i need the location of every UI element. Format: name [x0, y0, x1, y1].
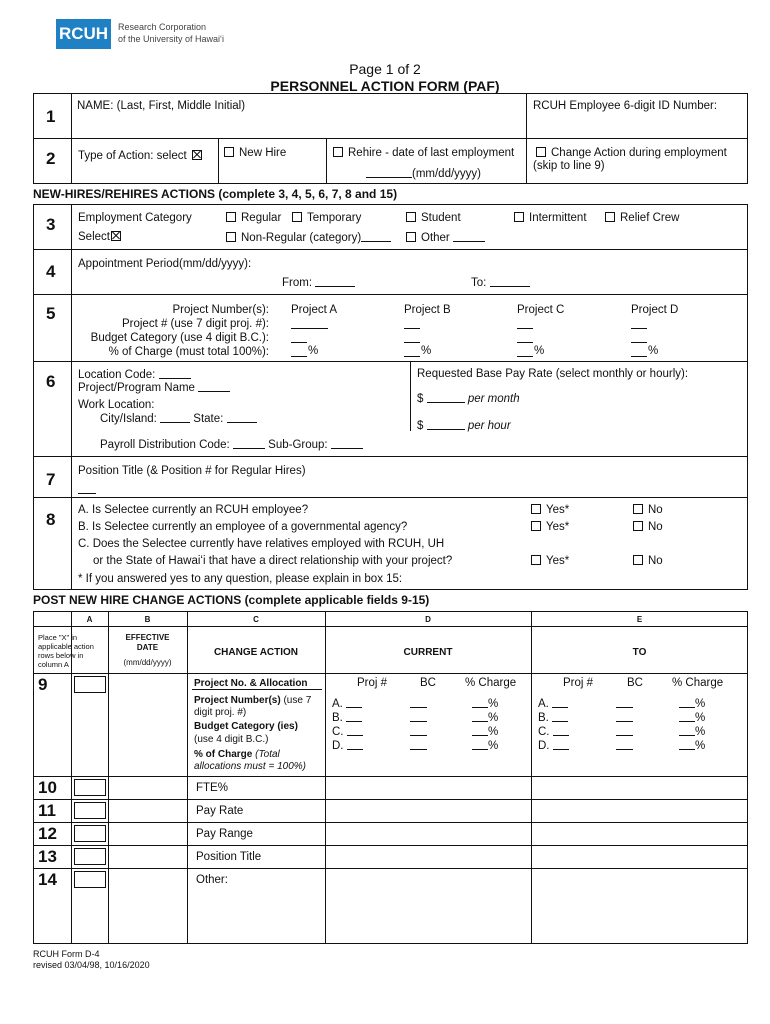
temporary-checkbox[interactable]: Temporary [292, 212, 361, 225]
employment-category-label: Employment Category [78, 212, 192, 224]
position-title-field[interactable] [78, 493, 96, 494]
intermittent-checkbox[interactable]: Intermittent [514, 212, 587, 225]
checkbox-icon [406, 212, 416, 222]
employee-id-field[interactable]: RCUH Employee 6-digit ID Number: [533, 100, 718, 112]
checkbox-icon [333, 147, 343, 157]
project-number-instr: Project Number(s) (use 7 [194, 695, 312, 706]
hourly-rate-field[interactable]: $ per hour [417, 420, 511, 432]
checkbox-icon [514, 212, 524, 222]
current-line-a[interactable]: A. [332, 697, 362, 711]
checked-box-icon [192, 150, 202, 160]
row-4 [33, 249, 748, 295]
location-code-field[interactable]: Location Code: [78, 368, 191, 382]
checkbox-icon [292, 212, 302, 222]
project-a-pct-field[interactable] [291, 356, 307, 357]
checkbox-icon [633, 521, 643, 531]
row-number: 8 [46, 510, 56, 529]
checkbox-icon [226, 212, 236, 222]
row-number: 4 [46, 262, 56, 281]
checkbox-icon [536, 147, 546, 157]
question-a-no[interactable]: No [633, 504, 663, 517]
rcuh-logo: RCUH [56, 19, 111, 49]
row-10-select-box[interactable] [74, 779, 106, 796]
row-number: 2 [46, 149, 56, 168]
checkbox-icon [531, 555, 541, 565]
budget-category-hint: Budget Category (use 4 digit B.C.): [90, 332, 269, 344]
type-of-action-label: Type of Action: select [78, 150, 207, 163]
checkbox-icon [224, 147, 234, 157]
project-numbers-label: Project Number(s): [172, 304, 269, 316]
col-a-letter: A [86, 615, 93, 624]
project-d-pct-field[interactable] [631, 356, 647, 357]
pct-sign: % [648, 345, 659, 357]
to-date-field[interactable]: To: [471, 276, 530, 290]
position-title-row-label: Position Title [196, 851, 262, 863]
current-proj-head: Proj # [357, 677, 388, 689]
pay-rate-label: Requested Base Pay Rate (select monthly or hourly): [417, 368, 689, 380]
rehire-date-field[interactable]: (mm/dd/yyyy) [366, 167, 481, 181]
current-line-b[interactable]: B. [332, 711, 362, 725]
question-c-no[interactable]: No [633, 555, 663, 568]
row-number: 3 [46, 215, 56, 234]
question-a: A. Is Selectee currently an RCUH employee? [78, 504, 309, 516]
org-name-line1: Research Corporation [118, 22, 207, 32]
city-island-field[interactable]: City/Island: State: [100, 412, 257, 426]
section-post-heading: POST NEW HIRE CHANGE ACTIONS (complete applicable fields 9-15) [33, 593, 430, 607]
row-number: 9 [38, 675, 48, 694]
question-b-no[interactable]: No [633, 521, 663, 534]
percent-charge-instr: % of Charge (Total [194, 749, 280, 760]
percent-charge-instr-2: allocations must = 100%) [194, 761, 307, 772]
question-c-yes[interactable]: Yes* [531, 555, 569, 568]
col-c-letter: C [253, 615, 259, 624]
project-d-bc-field[interactable] [631, 342, 647, 343]
pct-sign: % [308, 345, 319, 357]
skip-note: (skip to line 9) [533, 160, 605, 172]
org-name-line2: of the University of Hawaiʻi [118, 34, 225, 44]
row-number: 13 [38, 847, 57, 866]
project-b-number-field[interactable] [404, 328, 420, 329]
new-hire-checkbox[interactable]: New Hire [224, 147, 286, 160]
to-line-a[interactable]: A. [538, 697, 568, 711]
row-number: 14 [38, 870, 57, 889]
work-location-label: Work Location: [78, 399, 155, 411]
current-pct-a[interactable]: % [472, 697, 498, 711]
checkbox-icon [605, 212, 615, 222]
appointment-period-label: Appointment Period(mm/dd/yyyy): [78, 258, 252, 270]
page-number: Page 1 of 2 [349, 61, 421, 77]
to-line-c[interactable]: C. [538, 725, 569, 739]
current-pct-b[interactable]: % [472, 711, 498, 725]
name-field[interactable]: NAME: (Last, First, Middle Initial) [77, 100, 246, 112]
current-head: CURRENT [403, 647, 453, 658]
to-head: TO [632, 647, 647, 658]
checked-box-icon [111, 231, 121, 241]
relief-crew-checkbox[interactable]: Relief Crew [605, 212, 679, 225]
row-9-select-box[interactable] [74, 676, 106, 693]
col-b-letter: B [144, 615, 151, 624]
pay-range-label: Pay Range [196, 828, 253, 840]
to-bc-head: BC [627, 677, 643, 689]
form-number: RCUH Form D-4 [33, 949, 100, 959]
row-number: 7 [46, 470, 56, 489]
project-c-pct-field[interactable] [517, 356, 533, 357]
program-name-field[interactable]: Project/Program Name [78, 381, 230, 395]
checkbox-icon [531, 521, 541, 531]
checkbox-icon [633, 555, 643, 565]
section-newhires-heading: NEW-HIRES/REHIRES ACTIONS (complete 3, 4, 5, 6, 7, 8 and 15) [33, 187, 398, 201]
project-c-header: Project C [517, 304, 565, 316]
other-checkbox[interactable]: Other [406, 231, 485, 245]
to-pct-a[interactable]: % [679, 697, 705, 711]
to-proj-head: Proj # [563, 677, 594, 689]
project-b-pct-field[interactable] [404, 356, 420, 357]
row-11-select-box[interactable] [74, 802, 106, 819]
to-pct-d[interactable]: % [679, 739, 705, 753]
question-c-line2: or the State of Hawaiʻi that have a direct relationship with your project? [93, 555, 453, 567]
effective-date-format: (mm/dd/yyyy) [123, 658, 172, 667]
checkbox-icon [633, 504, 643, 514]
question-c-line1: C. Does the Selectee currently have relatives employed with RCUH, UH [78, 538, 445, 550]
project-number-hint: Project # (use 7 digit proj. #): [121, 318, 269, 330]
current-charge-head: % Charge [465, 677, 517, 689]
question-b: B. Is Selectee currently an employee of a governmental agency? [78, 521, 408, 533]
effective-date-head-1: EFFECTIVE [125, 633, 170, 642]
project-a-bc-field[interactable] [291, 342, 307, 343]
position-title-label: Position Title (& Position # for Regular Hires) [78, 465, 306, 477]
pay-rate-row-label: Pay Rate [196, 805, 244, 817]
regular-checkbox[interactable]: Regular [226, 212, 281, 225]
budget-category-instr: Budget Category (ies) [194, 721, 298, 732]
project-b-header: Project B [404, 304, 451, 316]
row-number: 12 [38, 824, 57, 843]
row-14-select-box[interactable] [74, 871, 106, 888]
monthly-rate-field[interactable]: $ per month [417, 393, 520, 405]
checkbox-icon [531, 504, 541, 514]
select-label: Select [78, 231, 126, 244]
row-number: 6 [46, 372, 56, 391]
change-action-head: CHANGE ACTION [213, 647, 299, 658]
revision-date: revised 03/04/98, 10/16/2020 [33, 960, 150, 970]
allocation-label: Project No. & Allocation [194, 678, 308, 689]
row-13-select-box[interactable] [74, 848, 106, 865]
question-b-yes[interactable]: Yes* [531, 521, 569, 534]
question-a-yes[interactable]: Yes* [531, 504, 569, 517]
to-charge-head: % Charge [672, 677, 724, 689]
rehire-checkbox[interactable]: Rehire - date of last employment [333, 147, 514, 160]
budget-category-instr-2: (use 4 digit B.C.) [194, 734, 269, 745]
row-12-select-box[interactable] [74, 825, 106, 842]
col-a-note: Place "X" in applicable action rows below in column A [38, 633, 94, 669]
fte-label: FTE% [196, 782, 228, 794]
checkbox-icon [226, 232, 236, 242]
payroll-code-field[interactable]: Payroll Distribution Code: Sub-Group: [100, 438, 363, 452]
current-bc-head: BC [420, 677, 436, 689]
current-line-c[interactable]: C. [332, 725, 363, 739]
to-line-d[interactable]: D. [538, 739, 569, 753]
current-pct-c[interactable]: % [472, 725, 498, 739]
student-checkbox[interactable]: Student [406, 212, 461, 225]
form-title: PERSONNEL ACTION FORM (PAF) [270, 78, 500, 94]
explain-note: * If you answered yes to any question, please explain in box 15: [78, 573, 403, 585]
non-regular-checkbox[interactable]: Non-Regular (category) [226, 231, 391, 245]
project-d-header: Project D [631, 304, 679, 316]
percent-charge-hint: % of Charge (must total 100%): [108, 346, 269, 358]
to-pct-b[interactable]: % [679, 711, 705, 725]
project-a-number-field[interactable] [291, 328, 328, 329]
row-number: 1 [46, 107, 56, 126]
project-a-header: Project A [291, 304, 338, 316]
row-number: 5 [46, 304, 56, 323]
project-d-number-field[interactable] [631, 328, 647, 329]
project-number-instr-2: digit proj. #) [194, 707, 247, 718]
current-line-d[interactable]: D. [332, 739, 363, 753]
change-action-checkbox[interactable]: Change Action during employment [536, 147, 727, 160]
pct-sign: % [421, 345, 432, 357]
to-line-b[interactable]: B. [538, 711, 568, 725]
project-b-bc-field[interactable] [404, 342, 420, 343]
to-pct-c[interactable]: % [679, 725, 705, 739]
col-d-letter: D [425, 615, 431, 624]
col-e-letter: E [636, 615, 643, 624]
current-pct-d[interactable]: % [472, 739, 498, 753]
other-row-label: Other: [196, 874, 228, 886]
effective-date-head-2: DATE [136, 643, 159, 652]
project-c-number-field[interactable] [517, 328, 533, 329]
project-c-bc-field[interactable] [517, 342, 533, 343]
row-number: 10 [38, 778, 57, 797]
pct-sign: % [534, 345, 545, 357]
checkbox-icon [406, 232, 416, 242]
row-number: 11 [38, 801, 56, 820]
from-date-field[interactable]: From: [282, 276, 355, 290]
